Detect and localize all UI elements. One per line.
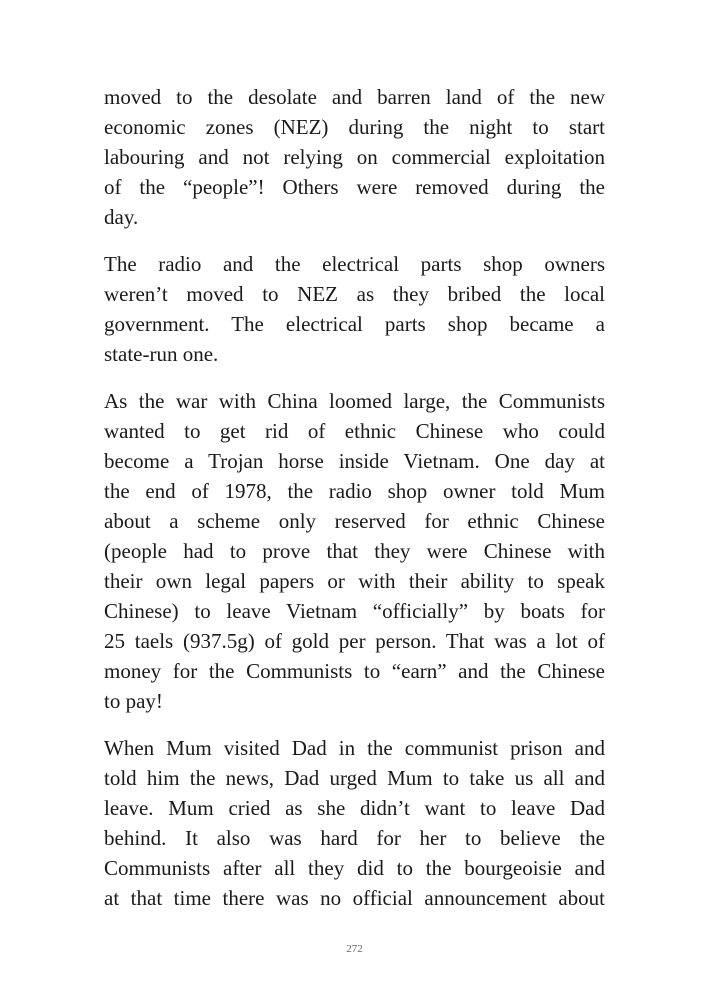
paragraph-nez-move	[104, 82, 605, 232]
text-line: leave. Mum cried as she didn’t want to leave Dad	[104, 796, 605, 820]
text-line: (people had to prove that they were Chinese with	[104, 539, 605, 563]
paragraph-shop-owners	[104, 249, 605, 369]
text-line: at that time there was no official announcement about	[104, 886, 605, 910]
text-line: economic zones (NEZ) during the night to start	[104, 115, 605, 139]
page-number: 272	[346, 943, 363, 955]
text-line: become a Trojan horse inside Vietnam. One day at	[104, 449, 605, 473]
text-line: state-run one.	[104, 342, 219, 366]
text-line: When Mum visited Dad in the communist prison and	[104, 736, 605, 760]
text-line: Communists after all they did to the bourgeoisie and	[104, 856, 605, 880]
text-line: The radio and the electrical parts shop owners	[104, 252, 605, 276]
text-line: day.	[104, 205, 139, 229]
text-line: wanted to get rid of ethnic Chinese who could	[104, 419, 605, 443]
text-line: of the “people”! Others were removed during the	[104, 175, 605, 199]
text-line: about a scheme only reserved for ethnic Chinese	[104, 509, 605, 533]
text-line: money for the Communists to “earn” and the Chinese	[104, 659, 605, 683]
text-line: As the war with China loomed large, the Communists	[104, 389, 605, 413]
paragraph-war-with-china	[104, 386, 605, 716]
text-line: labouring and not relying on commercial exploitation	[104, 145, 605, 169]
text-line: to pay!	[104, 689, 163, 713]
text-line: their own legal papers or with their ability to speak	[104, 569, 605, 593]
paragraph-prison-visit	[104, 733, 605, 913]
page-body	[104, 82, 605, 930]
text-line: Chinese) to leave Vietnam “officially” by boats for	[104, 599, 605, 623]
text-line: moved to the desolate and barren land of the new	[104, 85, 605, 109]
text-line: the end of 1978, the radio shop owner told Mum	[104, 479, 605, 503]
text-line: government. The electrical parts shop became a	[104, 312, 605, 336]
text-line: told him the news, Dad urged Mum to take us all and	[104, 766, 605, 790]
text-line: weren’t moved to NEZ as they bribed the local	[104, 282, 605, 306]
text-line: behind. It also was hard for her to believe the	[104, 826, 605, 850]
text-line: 25 taels (937.5g) of gold per person. That was a lot of	[104, 629, 605, 653]
